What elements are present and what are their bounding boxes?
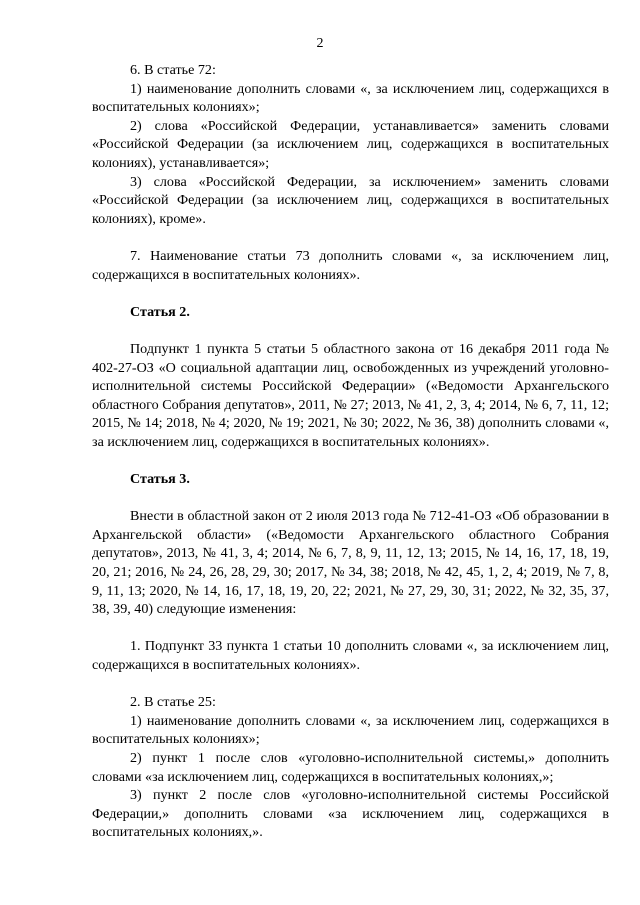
paragraph-change-2-item-3: 3) пункт 2 после слов «уголовно-исполнительной системы Российской Федерации,» дополнить словами «за исключением лиц, содержащихся в воспитательных колониях,». — [92, 787, 609, 841]
paragraph-item-1: 1) наименование дополнить словами «, за исключением лиц, содержащихся в воспитательных колониях»; — [92, 80, 609, 116]
heading-article-2: Статья 2. — [130, 303, 190, 320]
document-body — [92, 61, 609, 842]
paragraph-article-3-intro: Внести в областной закон от 2 июля 2013 года № 712-41-ОЗ «Об образовании в Архангельской области» («Ведомости Архангельского областного Собрания депутатов», 2013, № 41, 3, 4; 2014, № 6, 7, 8, 9, 11, 12, 13; 2015, № 14, 16, 17, 18, 19, 20, 21; 2016, № 24, 26, 28, 29, 30; 2017, № 34, 38; 2018, № 42, 45, 1, 2, 4; 2019, № 7, 8, 9, 11, 13; 2020, № 14, 16, 17, 18, 19, 20, 22; 2021, № 27, 29, 30, 31; 2022, № 32, 35, 37, 38, 39, 40) следующие изменения: — [92, 508, 609, 618]
paragraph-article-72: 6. В статье 72: — [130, 62, 216, 78]
spacer — [92, 675, 609, 694]
paragraph-change-2-item-2: 2) пункт 1 после слов «уголовно-исполнительной системы,» дополнить словами «за исключением лиц, содержащихся в воспитательных колониях,»; — [92, 749, 609, 785]
spacer — [92, 451, 609, 470]
spacer — [92, 284, 609, 303]
paragraph-change-2-item-1: 1) наименование дополнить словами «, за исключением лиц, содержащихся в воспитательных колониях»; — [92, 712, 609, 748]
heading-article-3: Статья 3. — [130, 471, 190, 488]
spacer — [92, 228, 609, 247]
page-number: 2 — [316, 36, 324, 51]
paragraph-change-1: 1. Подпункт 33 пункта 1 статьи 10 дополнить словами «, за исключением лиц, содержащихся в воспитательных колониях». — [92, 638, 609, 673]
spacer — [92, 489, 609, 508]
paragraph-article-73: 7. Наименование статьи 73 дополнить словами «, за исключением лиц, содержащихся в воспитательных колониях». — [92, 247, 609, 283]
spacer — [92, 321, 609, 340]
paragraph-change-2: 2. В статье 25: — [130, 694, 216, 711]
paragraph-article-2-text: Подпункт 1 пункта 5 статьи 5 областного закона от 16 декабря 2011 года № 402-27-ОЗ «О социальной адаптации лиц, освобожденных из учреждений уголовно-исполнительной системы Российской Федерации» («Ведомости Архангельского областного Собрания депутатов», 2011, № 27; 2013, № 41, 2, 3, 4; 2014, № 6, 7, 11, 12; 2015, № 14; 2018, № 4; 2020, № 19; 2021, № 30; 2022, № 36, 38) дополнить словами «, за исключением лиц, содержащихся в воспитательных колониях». — [92, 340, 609, 450]
paragraph-item-2: 2) слова «Российской Федерации, устанавливается» заменить словами «Российской Федерации (за исключением лиц, содержащихся в воспитательных колониях), устанавливается»; — [92, 117, 609, 171]
spacer — [92, 619, 609, 638]
paragraph-item-3: 3) слова «Российской Федерации, за исключением» заменить словами «Российской Федерации (за исключением лиц, содержащихся в воспитательных колониях), кроме». — [92, 173, 609, 227]
